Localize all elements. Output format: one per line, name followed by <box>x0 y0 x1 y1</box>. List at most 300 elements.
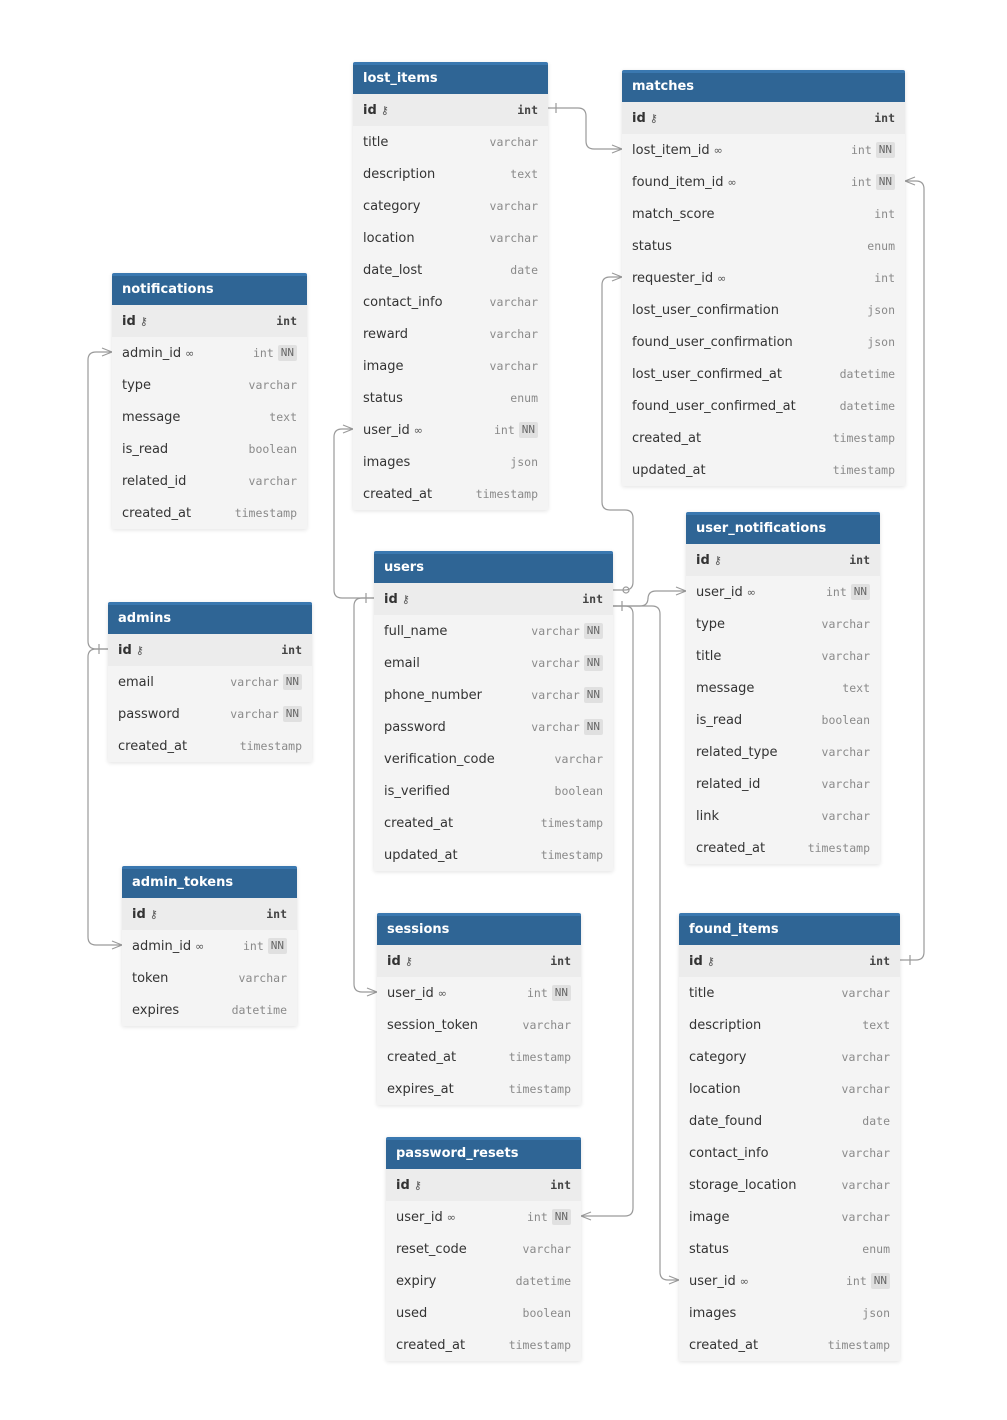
field-type <box>582 592 603 606</box>
field-name-text: date_found <box>689 1113 763 1129</box>
field-type <box>531 719 603 735</box>
field-row[interactable] <box>374 839 613 871</box>
table-password-resets[interactable] <box>386 1137 581 1361</box>
field-name <box>122 346 194 361</box>
field-type <box>490 199 538 213</box>
field-type-text: varchar <box>522 1018 571 1032</box>
field-name-text: updated_at <box>632 462 706 478</box>
field-name <box>689 1114 762 1129</box>
field-type <box>243 938 287 954</box>
field-row[interactable] <box>679 1009 900 1041</box>
table-admins[interactable] <box>108 602 312 762</box>
field-name-text: user_id <box>363 422 410 438</box>
field-row[interactable] <box>686 608 880 640</box>
table-matches[interactable] <box>622 70 905 486</box>
field-type-text: varchar <box>821 777 870 791</box>
field-name <box>696 553 722 568</box>
field-type-text: int <box>550 954 571 968</box>
field-type-text: varchar <box>489 135 538 149</box>
field-row[interactable] <box>122 994 297 1026</box>
field-name <box>363 423 423 438</box>
field-name <box>363 391 403 406</box>
field-row[interactable] <box>622 102 905 134</box>
field-row[interactable] <box>386 1297 581 1329</box>
field-type-text: int <box>242 939 264 953</box>
field-type <box>249 442 297 456</box>
field-row[interactable] <box>622 134 905 166</box>
field-row[interactable] <box>622 454 905 486</box>
field-name <box>387 1018 478 1033</box>
table-header[interactable]: lost_items <box>353 62 548 94</box>
field-row[interactable] <box>122 962 297 994</box>
field-type <box>828 1338 890 1352</box>
not-null-badge: NN <box>283 674 302 690</box>
field-row[interactable] <box>622 230 905 262</box>
field-row[interactable] <box>353 126 548 158</box>
field-name <box>363 263 422 278</box>
field-name-text: reward <box>363 326 409 342</box>
table-admin-tokens[interactable] <box>122 866 297 1026</box>
field-name-text: category <box>363 198 421 214</box>
field-type-text: varchar <box>489 295 538 309</box>
field-name-text: found_user_confirmation <box>632 334 793 350</box>
field-name-text: title <box>363 134 389 150</box>
field-name-text: id <box>396 1177 410 1193</box>
field-type <box>490 295 538 309</box>
not-null-badge: NN <box>851 584 870 600</box>
field-type-text: timestamp <box>540 816 603 830</box>
field-type <box>490 135 538 149</box>
field-row[interactable] <box>679 1233 900 1265</box>
field-row[interactable] <box>686 800 880 832</box>
field-row[interactable] <box>112 465 307 497</box>
field-name <box>384 592 410 607</box>
field-type-text: varchar <box>522 1242 571 1256</box>
link-icon: ∞ <box>727 175 737 189</box>
field-name <box>132 971 168 986</box>
link-icon: ∞ <box>739 1274 749 1288</box>
field-row[interactable] <box>108 730 312 762</box>
field-row[interactable] <box>122 930 297 962</box>
field-row[interactable] <box>108 634 312 666</box>
field-name <box>363 359 404 374</box>
field-type-text: varchar <box>489 327 538 341</box>
field-row[interactable] <box>353 446 548 478</box>
field-type-text: int <box>869 954 890 968</box>
field-type <box>842 1082 890 1096</box>
field-name-text: created_at <box>387 1049 457 1065</box>
field-name <box>384 720 446 735</box>
field-name <box>384 848 458 863</box>
field-row[interactable] <box>112 305 307 337</box>
key-icon: ⚷ <box>139 314 148 328</box>
field-type <box>874 207 895 221</box>
field-name-text: full_name <box>384 623 448 639</box>
field-type-text: varchar <box>489 199 538 213</box>
field-type-text: int <box>281 643 302 657</box>
field-type-text: varchar <box>554 752 603 766</box>
table-header[interactable]: sessions <box>377 913 581 945</box>
field-name-text: verification_code <box>384 751 495 767</box>
not-null-badge: NN <box>584 719 603 735</box>
field-type <box>266 907 287 921</box>
table-users[interactable] <box>374 551 613 871</box>
field-name-text: created_at <box>118 738 188 754</box>
field-row[interactable] <box>386 1265 581 1297</box>
field-name <box>396 1338 465 1353</box>
field-type-text: enum <box>862 1242 890 1256</box>
field-row[interactable] <box>386 1169 581 1201</box>
field-name-text: image <box>689 1209 730 1225</box>
not-null-badge: NN <box>584 623 603 639</box>
field-row[interactable] <box>622 422 905 454</box>
field-type-text: int <box>582 592 603 606</box>
field-type <box>269 410 297 424</box>
field-row[interactable] <box>377 1073 581 1105</box>
marker <box>112 941 122 949</box>
field-name <box>689 1338 758 1353</box>
field-name <box>132 939 204 954</box>
link-icon: ∞ <box>746 585 756 599</box>
field-name <box>387 986 447 1001</box>
field-name <box>132 907 158 922</box>
field-type <box>851 174 895 190</box>
field-type-text: timestamp <box>508 1338 571 1352</box>
field-row[interactable] <box>353 478 548 510</box>
table-lost-items[interactable] <box>353 62 548 510</box>
field-name-text: created_at <box>363 486 433 502</box>
key-icon: ⚷ <box>380 103 389 117</box>
not-null-badge: NN <box>876 174 895 190</box>
field-row[interactable] <box>679 1105 900 1137</box>
field-row[interactable] <box>353 254 548 286</box>
field-row[interactable] <box>622 390 905 422</box>
table-header[interactable]: users <box>374 551 613 583</box>
field-row[interactable] <box>374 615 613 647</box>
field-name-text: link <box>696 808 719 824</box>
field-name-text: description <box>363 166 436 182</box>
field-row[interactable] <box>679 1201 900 1233</box>
field-name-text: expires <box>132 1002 180 1018</box>
link-icon: ∞ <box>717 271 727 285</box>
field-type-text: timestamp <box>239 739 302 753</box>
marker <box>623 587 629 593</box>
field-type <box>555 752 603 766</box>
field-name <box>132 1003 179 1018</box>
field-type-text: int <box>276 314 297 328</box>
field-type <box>541 816 603 830</box>
field-type <box>531 655 603 671</box>
field-row[interactable] <box>686 768 880 800</box>
field-type-text: json <box>862 1306 890 1320</box>
field-row[interactable] <box>353 158 548 190</box>
field-name <box>122 506 191 521</box>
field-row[interactable] <box>353 286 548 318</box>
field-type-text: datetime <box>515 1274 571 1288</box>
field-row[interactable] <box>112 369 307 401</box>
field-type-text: text <box>862 1018 890 1032</box>
field-name-text: expiry <box>396 1273 437 1289</box>
field-name <box>632 175 737 190</box>
field-row[interactable] <box>622 198 905 230</box>
field-row[interactable] <box>353 94 548 126</box>
field-type-text: timestamp <box>234 506 297 520</box>
field-row[interactable] <box>112 433 307 465</box>
field-type <box>840 367 895 381</box>
field-row[interactable] <box>374 679 613 711</box>
field-row[interactable] <box>679 1041 900 1073</box>
field-row[interactable] <box>353 350 548 382</box>
field-name <box>122 410 180 425</box>
link-icon: ∞ <box>446 1210 456 1224</box>
table-header[interactable]: admins <box>108 602 312 634</box>
field-type-text: varchar <box>841 1050 890 1064</box>
field-row[interactable] <box>679 1329 900 1361</box>
field-name <box>632 143 723 158</box>
field-type <box>842 1146 890 1160</box>
field-name <box>384 688 482 703</box>
field-name <box>387 954 413 969</box>
field-name-text: user_id <box>396 1209 443 1225</box>
field-name-text: status <box>632 238 672 254</box>
field-row[interactable] <box>374 647 613 679</box>
field-type-text: boolean <box>554 784 603 798</box>
field-name <box>696 841 765 856</box>
field-name <box>384 816 453 831</box>
field-name <box>632 271 726 286</box>
field-name <box>689 1146 769 1161</box>
key-icon: ⚷ <box>404 954 413 968</box>
key-icon: ⚷ <box>706 954 715 968</box>
field-row[interactable] <box>386 1233 581 1265</box>
field-type <box>846 1273 890 1289</box>
field-row[interactable] <box>112 337 307 369</box>
field-type <box>230 674 302 690</box>
field-type-text: text <box>269 410 297 424</box>
field-row[interactable] <box>679 1137 900 1169</box>
field-row[interactable] <box>622 326 905 358</box>
field-name-text: created_at <box>384 815 454 831</box>
field-name-text: user_id <box>387 985 434 1001</box>
field-row[interactable] <box>112 497 307 529</box>
field-row[interactable] <box>353 318 548 350</box>
field-name <box>363 167 435 182</box>
field-row[interactable] <box>377 977 581 1009</box>
field-name-text: id <box>387 953 401 969</box>
field-type-text: datetime <box>231 1003 287 1017</box>
field-row[interactable] <box>377 1041 581 1073</box>
field-name <box>363 231 415 246</box>
field-name-text: id <box>363 102 377 118</box>
field-row[interactable] <box>622 294 905 326</box>
field-type-text: text <box>842 681 870 695</box>
field-name <box>689 1082 741 1097</box>
field-type <box>541 848 603 862</box>
field-row[interactable] <box>374 775 613 807</box>
field-row[interactable] <box>686 736 880 768</box>
field-name <box>689 1306 736 1321</box>
field-type-text: enum <box>867 239 895 253</box>
field-name <box>696 777 760 792</box>
field-type <box>230 706 302 722</box>
field-type <box>523 1018 571 1032</box>
field-type-text: datetime <box>839 367 895 381</box>
field-type-text: int <box>493 423 515 437</box>
field-type-text: date <box>862 1114 890 1128</box>
field-row[interactable] <box>679 1265 900 1297</box>
field-row[interactable] <box>374 711 613 743</box>
field-row[interactable] <box>686 576 880 608</box>
field-row[interactable] <box>122 898 297 930</box>
field-type-text: int <box>526 1210 548 1224</box>
field-row[interactable] <box>679 1073 900 1105</box>
field-name-text: reset_code <box>396 1241 467 1257</box>
field-name-text: contact_info <box>363 294 443 310</box>
field-type <box>490 327 538 341</box>
field-name-text: id <box>384 591 398 607</box>
field-row[interactable] <box>686 704 880 736</box>
field-name <box>396 1210 456 1225</box>
field-type <box>509 1050 571 1064</box>
table-user-notifications[interactable] <box>686 512 880 864</box>
field-row[interactable] <box>686 672 880 704</box>
field-type-text: int <box>252 346 274 360</box>
field-row[interactable] <box>353 382 548 414</box>
field-row[interactable] <box>386 1201 581 1233</box>
field-type-text: json <box>867 335 895 349</box>
field-type <box>516 1274 571 1288</box>
field-type <box>531 687 603 703</box>
field-name-text: related_type <box>696 744 778 760</box>
field-name-text: message <box>696 680 755 696</box>
not-null-badge: NN <box>584 655 603 671</box>
field-name-text: contact_info <box>689 1145 769 1161</box>
field-name-text: created_at <box>696 840 766 856</box>
table-header[interactable]: password_resets <box>386 1137 581 1169</box>
field-name-text: requester_id <box>632 270 714 286</box>
field-name <box>118 707 180 722</box>
link-lost-items-matches <box>548 108 622 149</box>
field-type-text: timestamp <box>508 1082 571 1096</box>
field-row[interactable] <box>377 1009 581 1041</box>
marker <box>612 145 622 153</box>
field-row[interactable] <box>679 1169 900 1201</box>
field-name-text: created_at <box>396 1337 466 1353</box>
marker <box>367 988 377 996</box>
field-name-text: email <box>118 674 154 690</box>
field-row[interactable] <box>622 262 905 294</box>
field-type <box>510 263 538 277</box>
field-name <box>632 111 658 126</box>
field-type-text: int <box>849 553 870 567</box>
field-type <box>494 422 538 438</box>
table-header[interactable]: admin_tokens <box>122 866 297 898</box>
field-type <box>867 303 895 317</box>
table-header[interactable]: user_notifications <box>686 512 880 544</box>
field-type-text: int <box>874 111 895 125</box>
field-name-text: status <box>363 390 403 406</box>
field-name-text: type <box>122 377 152 393</box>
field-type <box>862 1018 890 1032</box>
field-row[interactable] <box>377 945 581 977</box>
field-type-text: varchar <box>841 986 890 1000</box>
link-icon: ∞ <box>413 423 423 437</box>
field-name-text: user_id <box>696 584 743 600</box>
field-name-text: found_item_id <box>632 174 724 190</box>
table-sessions[interactable] <box>377 913 581 1105</box>
field-type <box>527 1209 571 1225</box>
not-null-badge: NN <box>876 142 895 158</box>
field-row[interactable] <box>686 832 880 864</box>
field-type <box>833 463 895 477</box>
key-icon: ⚷ <box>413 1178 422 1192</box>
field-type <box>240 739 302 753</box>
field-type <box>851 142 895 158</box>
field-name-text: id <box>632 110 646 126</box>
field-type-text: datetime <box>839 399 895 413</box>
table-found-items[interactable] <box>679 913 900 1361</box>
field-row[interactable] <box>374 807 613 839</box>
field-row[interactable] <box>353 190 548 222</box>
field-type-text: varchar <box>489 359 538 373</box>
table-header[interactable]: found_items <box>679 913 900 945</box>
field-name-text: id <box>696 552 710 568</box>
field-name <box>689 1178 796 1193</box>
field-type-text: int <box>845 1274 867 1288</box>
field-row[interactable] <box>108 666 312 698</box>
field-row[interactable] <box>353 414 548 446</box>
field-row[interactable] <box>386 1329 581 1361</box>
marker <box>343 425 353 433</box>
field-name-text: images <box>689 1305 737 1321</box>
field-name-text: password <box>118 706 180 722</box>
field-row[interactable] <box>622 166 905 198</box>
table-header[interactable]: notifications <box>112 273 307 305</box>
field-type <box>862 1242 890 1256</box>
field-row[interactable] <box>112 401 307 433</box>
field-row[interactable] <box>622 358 905 390</box>
field-name <box>632 335 793 350</box>
field-type-text: varchar <box>841 1082 890 1096</box>
link-icon: ∞ <box>437 986 447 1000</box>
field-row[interactable] <box>374 743 613 775</box>
field-row[interactable] <box>374 583 613 615</box>
field-row[interactable] <box>679 945 900 977</box>
field-type <box>842 681 870 695</box>
field-type <box>281 643 302 657</box>
field-name-text: used <box>396 1305 428 1321</box>
field-type <box>490 359 538 373</box>
field-name <box>118 675 154 690</box>
field-row[interactable] <box>679 1297 900 1329</box>
field-name-text: date_lost <box>363 262 423 278</box>
field-type-text: varchar <box>531 688 580 702</box>
field-row[interactable] <box>108 698 312 730</box>
field-type <box>239 971 287 985</box>
table-header[interactable]: matches <box>622 70 905 102</box>
field-row[interactable] <box>353 222 548 254</box>
field-row[interactable] <box>679 977 900 1009</box>
field-type <box>867 335 895 349</box>
field-type <box>822 745 870 759</box>
field-row[interactable] <box>686 544 880 576</box>
field-type-text: boolean <box>522 1306 571 1320</box>
field-type-text: timestamp <box>807 841 870 855</box>
not-null-badge: NN <box>268 938 287 954</box>
field-row[interactable] <box>686 640 880 672</box>
table-notifications[interactable] <box>112 273 307 529</box>
field-type <box>235 506 297 520</box>
